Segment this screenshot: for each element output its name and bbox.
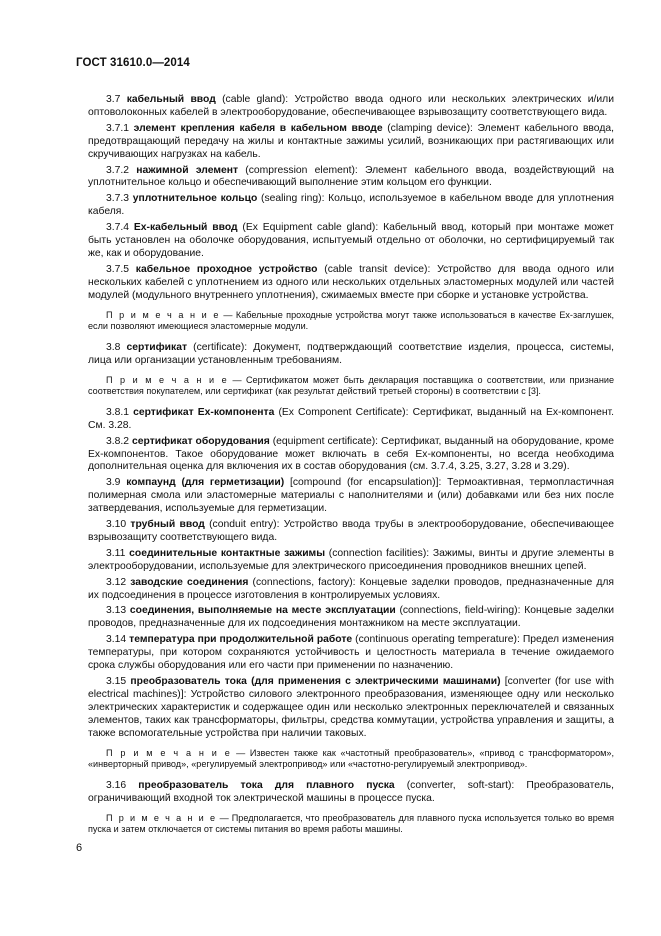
term: сертификат оборудования [132,435,270,447]
document-body [88,94,614,845]
definition-3-7-4 [88,222,614,261]
clause-number: 3.16 [106,779,127,791]
definition-3-8-2 [88,436,614,475]
term: уплотнительное кольцо [132,193,258,205]
definition-text: (sealing ring): Кольцо, используемое в кабельном вводе для уплотнения кабеля. [88,193,614,218]
clause-number: 3.7.3 [106,193,130,205]
definition-3-7-3 [88,193,614,219]
term: компаунд (для герметизации) [126,477,285,489]
clause-number: 3.8 [106,341,121,353]
definition-text: (certificate): Документ, подтверждающий соответствие изделия, процесса, системы, лица или организации установленным требованиям. [88,341,614,366]
note-text: — Кабельные проходные устройства могут также использоваться в качестве Ex-заглушек, если позволяют имеющиеся эластомерные модули. [88,309,615,332]
clause-number: 3.7.1 [106,122,130,134]
term: трубный ввод [130,519,205,531]
note-text: — Предполагается, что преобразователь для плавного пуска используется только во время пуска и затем отключается от системы питания во время работы машины. [88,812,614,835]
term: преобразователь тока для плавного пуска [138,779,395,791]
note-label: П р и м е ч а н и е [106,812,217,823]
term: Ex-кабельный ввод [133,222,238,234]
definition-text: (connections, factory): Концевые заделки проводов, предназначенные для их подсоединения в процессе изготовления в контролируемых условиях. [88,576,614,601]
definition-text: (connection facilities): Зажимы, винты и другие элементы в электрооборудовании, используемые для электрического присоединения проводников внешних цепей. [88,547,615,572]
clause-number: 3.7.4 [106,222,130,234]
definition-text: (clamping device): Элемент кабельного ввода, предотвращающий передачу на жилы и контактные зажимы усилий, возникающих при растягивающих или скручивающих нагрузках на кабель. [88,122,614,160]
clause-number: 3.10 [106,519,127,531]
note-text: — Сертификатом может быть декларация поставщика о соответствии, или признание соответствия покупателем, или сертификат (как результат действий третьей стороны) в соответствии с [3]. [88,374,615,397]
clause-number: 3.8.2 [106,435,130,447]
term: нажимной элемент [136,164,239,176]
page-number: 6 [76,842,83,854]
definition-3-11 [88,548,614,574]
definition-text: (conduit entry): Устройство ввода трубы в электрооборудование, обеспечивающее взрывозащиту соответствующего вида. [88,519,614,543]
term: элемент крепления кабеля в кабельном вводе [133,122,383,134]
note [88,748,614,771]
definition-3-7 [88,94,614,120]
clause-number: 3.7 [106,94,121,105]
definition-3-16 [88,780,614,806]
note [88,375,614,398]
definition-3-7-1 [88,123,614,162]
definition-3-7-2 [88,165,614,191]
term: сертификат Ex-компонента [133,406,275,418]
clause-number: 3.7.2 [106,164,130,176]
term: кабельное проходное устройство [135,263,318,275]
definition-text: [converter (for use with electrical machines)]: Устройство силового электронного преобразования, изменяющее одну или несколько электрических характеристик и содержащее один или несколько электронных переключателей и связанных элементов, таких как трансформаторы, фильтры, средства коммутации, устройства управления и защиты, а также вспомогательные устройства при наличии таковых. [88,676,615,739]
term: кабельный ввод [126,94,216,105]
note-label: П р и м е ч а н и е [106,374,229,385]
term: соединительные контактные зажимы [129,547,326,559]
document-header: ГОСТ 31610.0—2014 [76,57,190,69]
term: соединения, выполняемые на месте эксплуатации [129,605,396,617]
definition-3-10 [88,519,614,545]
definition-3-15 [88,676,614,741]
definition-3-8 [88,342,614,368]
clause-number: 3.7.5 [106,263,130,275]
clause-number: 3.9 [106,477,121,489]
clause-number: 3.11 [106,547,126,559]
definition-text: (compression element): Элемент кабельного ввода, воздействующий на уплотнительное кольцо и обеспечивающий выполнение этим кольцом его функции. [88,164,614,189]
note-label: П р и м е ч а н и е [106,747,232,758]
note-label: П р и м е ч а н и е [106,309,220,320]
definition-3-13 [88,605,614,631]
note [88,813,614,836]
definition-text: (Ex Equipment cable gland): Кабельный ввод, который при монтаже может быть установлен на оболочке оборудования, испытуемый отдельно от оболочки, но сертифицируемый так же, как и оборудование. [88,222,615,259]
definition-text: (continuous operating temperature): Предел изменения температуры, при котором сохраняются устойчивость и целостность материала в течение ожидаемого срока службы оборудования или его части при применении по назначению. [88,634,614,672]
clause-number: 3.12 [106,576,127,588]
definition-text: (cable transit device): Устройство для ввода одного или нескольких кабелей с уплотнением из одного или нескольких отдельных эластомерных модулей или частей модулей (модульного внутреннего уплотнения), сжимаемых вместе при сборке и установке устройства. [88,263,615,301]
term: сертификат [126,341,188,353]
definition-text: (Ex Component Certificate): Сертификат, выданный на Ex-компонент. См. 3.28. [88,406,615,431]
clause-number: 3.14 [106,634,127,646]
term: преобразователь тока (для применения с электрическими машинами) [130,676,501,687]
term: заводские соединения [130,576,249,588]
term: температура при продолжительной работе [129,634,353,646]
definition-text: [compound (for encapsulation)]: Термоактивная, термопластичная полимерная смола или эластомерные материалы с наполнителями и (или) добавками или без них после затвердевания, используемые для герметизации. [88,477,614,515]
definition-3-9 [88,477,614,516]
definition-text: (converter, soft-start): Преобразователь, ограничивающий входной ток электрической машины в процессе пуска. [88,779,614,804]
clause-number: 3.8.1 [106,406,130,418]
definition-text: (equipment certificate): Сертификат, выданный на оборудование, кроме Ex-компонентов. Такое оборудование может включать в себя Ex-компоненты, но всегда необходима дополнительная оценка для включения их в состав оборудования (см. 3.7.4, 3.25, 3.27, 3.28 и 3.29). [88,435,614,473]
clause-number: 3.15 [106,676,127,687]
definition-3-14 [88,634,614,673]
clause-number: 3.13 [106,605,127,617]
definition-text: (connections, field-wiring): Концевые заделки проводов, предназначенные для их подсоединения монтажником на месте эксплуатации. [88,605,614,630]
definition-3-12 [88,577,614,603]
definition-3-7-5 [88,264,614,303]
definition-3-8-1 [88,407,614,433]
definition-text: (cable gland): Устройство ввода одного или нескольких электрических и/или оптоволоконных кабелей в электрооборудование, обеспечивающее взрывозащиту соответствующего вида. [88,94,614,118]
note-text: — Известен также как «частотный преобразователь», «привод с трансформатором», «инверторный привод», «регулируемый электропривод» или «частотно-регулируемый электропривод». [88,747,614,770]
note [88,310,614,333]
